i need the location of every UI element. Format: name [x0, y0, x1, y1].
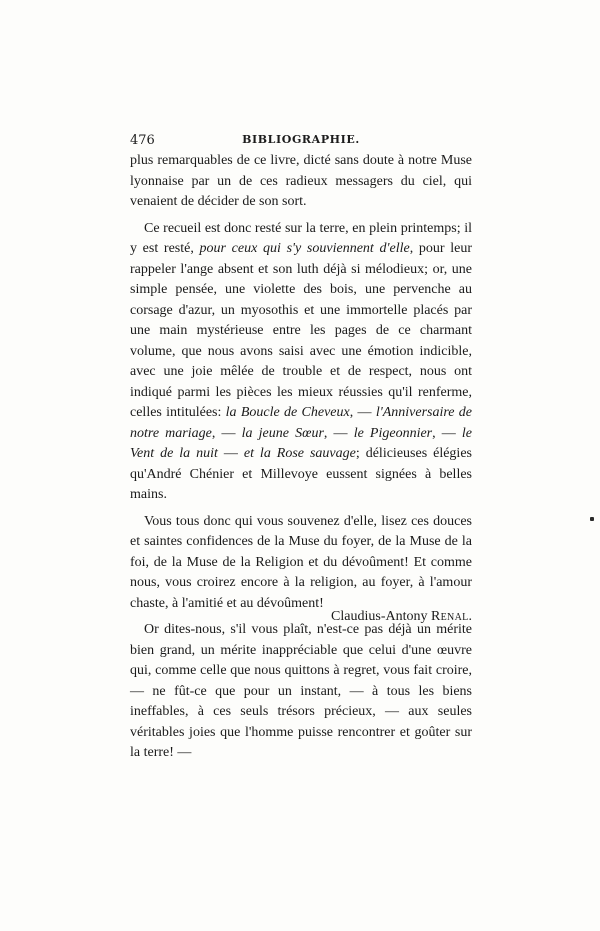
body-text: [130, 151, 472, 766]
paragraph: [130, 219, 472, 506]
text-run: , —: [323, 425, 354, 441]
italic-title: pour ceux qui s'y souviennent d'elle: [199, 241, 410, 256]
running-head: BIBLIOGRAPHIE.: [242, 133, 360, 146]
italic-title: la jeune Sœur: [241, 425, 324, 441]
text-run: —: [217, 446, 244, 461]
italic-title: l'Anniversaire de notre mariage: [130, 405, 472, 441]
signature-end: .: [468, 609, 472, 624]
text-run: Vous tous donc qui vous souvenez d'elle, lisez ces douces et saintes confidences de la Muse du foyer, de la Muse de la foi, de la Muse de la Religion et du dévoûment! Et comme nous, vous croirez encore à la religion, au foyer, à l'amour chaste, à l'amitié et au dévoûment!: [130, 513, 472, 611]
text-run: , —: [349, 405, 376, 420]
text-run: Or dites-nous, s'il vous plaît, n'est-ce pas déjà un mérite bien grand, un mérite inappréciable que celui d'une œuvre qui, comme celle que nous quittons à regret, vous fait croire, — ne fût-ce que pour un instant, — à tous les biens ineffables, à ces seuls trésors précieux, — aux seules véritables joies que l'homme puisse rencontrer et goûter sur la terre! —: [130, 622, 472, 760]
paragraph: [130, 620, 472, 764]
italic-title: le Pigeonnier: [353, 425, 433, 441]
margin-mark: [590, 517, 594, 521]
page-number: 476: [130, 133, 155, 148]
text-run: ; délicieuses élégies qu'André Chénier et Millevoye eussent signées à belles mains.: [130, 446, 472, 502]
italic-title: et la Rose sauvage: [243, 446, 356, 461]
page-header: [130, 133, 472, 151]
text-run: , —: [211, 425, 242, 441]
paragraph: [130, 151, 472, 213]
text-run: , pour leur rappeler l'ange absent et son luth déjà si mélodieux; or, une simple pensée, une violette des bois, une pervenche au corsage d'azur, un myosothis et une immortelle placés par une main mystérieuse entre les pages de ce charmant volume, que nous avons saisi avec une émotion indicible, avec une joie mêlée de trouble et de respect, nous ont indiqué parmi les pièces les mieux réussies qu'il renferme, celles intitulées:: [130, 241, 472, 420]
paragraph: [130, 512, 472, 615]
text-run: Ce recueil est donc resté sur la terre, en plein printemps; il y est resté,: [130, 220, 472, 256]
signature: [130, 609, 472, 625]
italic-title: la Boucle de Cheveux: [225, 405, 350, 420]
text-run: , —: [432, 425, 462, 441]
signature-surname: Renal: [431, 609, 469, 624]
text-run: plus remarquables de ce livre, dicté sans doute à notre Muse lyonnaise par un de ces radieux messagers du ciel, qui venaient de décider de son sort.: [130, 153, 472, 209]
signature-given-name: Claudius-Antony: [331, 609, 431, 624]
italic-title: le Vent de la nuit: [130, 425, 473, 461]
